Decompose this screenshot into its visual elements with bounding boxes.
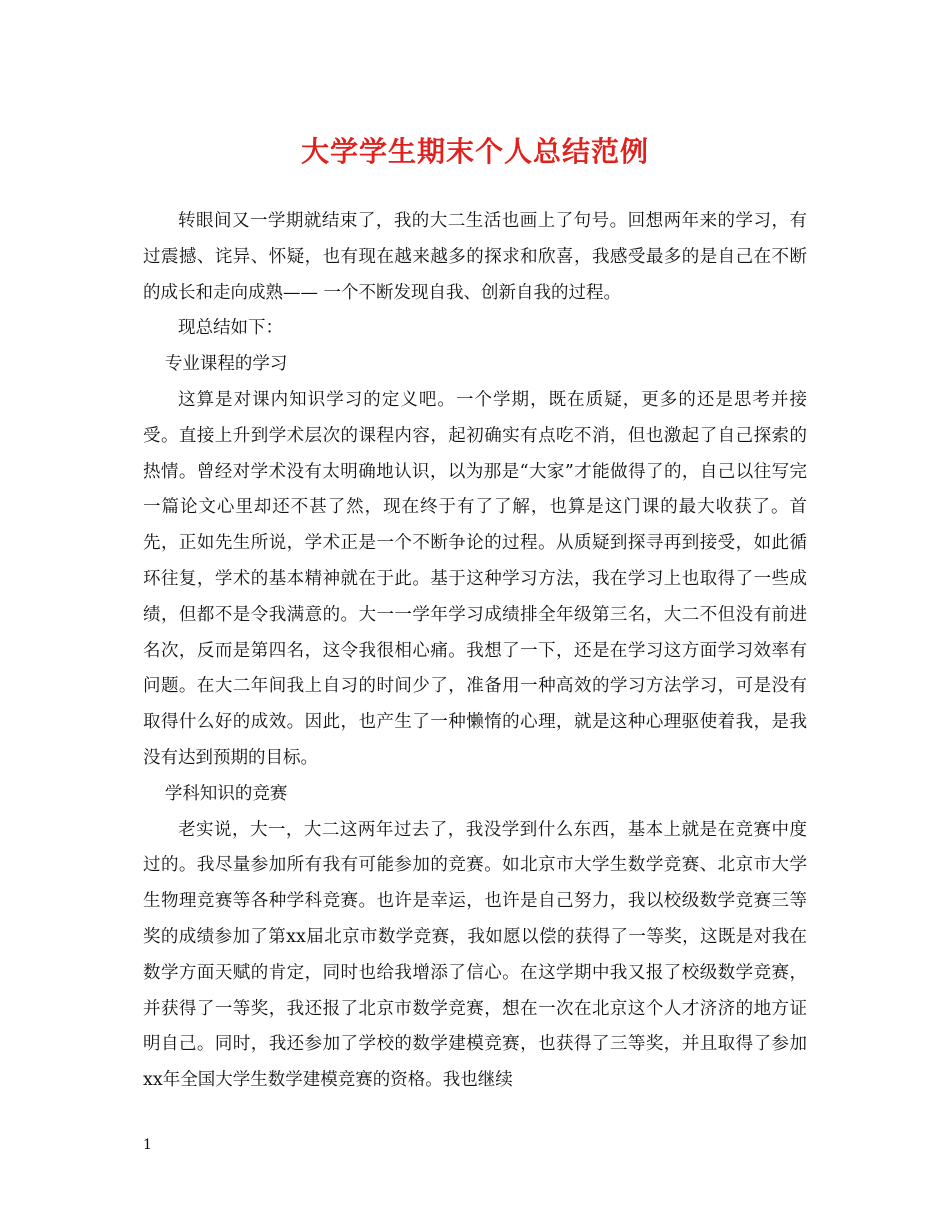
section-heading-competitions: 学科知识的竞赛 xyxy=(164,783,288,804)
competitions-paragraph: 老实说，大一，大二这两年过去了，我没学到什么东西，基本上就是在竞赛中度过的。我尽量参加所有我有可能参加的竞赛。如北京市大学生数学竞赛、北京市大学生物理竞赛等各种学科竞赛。也许是幸运，也许是自己努力，我以校级数学竞赛三等奖的成绩参加了第xx届北京市数学竞赛，我如愿以偿的获得了一等奖，这既是对我在数学方面天赋的肯定，同时也给我增添了信心。在这学期中我又报了校级数学竞赛，并获得了一等奖，我还报了北京市数学竞赛，想在一次在北京这个人才济济的地方证明自己。同时，我还参加了学校的数学建模竞赛，也获得了三等奖，并且取得了参加xx年全国大学生数学建模竞赛的资格。我也继续 xyxy=(143,819,807,1091)
intro-paragraph: 转眼间又一学期就结束了，我的大二生活也画上了句号。回想两年来的学习，有过震撼、诧异、怀疑，也有现在越来越多的探求和欣喜，我感受最多的是自己在不断的成长和走向成熟—— 一个不断发现自我、创新自我的过程。 xyxy=(143,211,807,303)
section-heading-courses: 专业课程的学习 xyxy=(164,354,288,375)
document-title: 大学学生期末个人总结范例 xyxy=(300,135,649,168)
document-body xyxy=(143,204,807,1099)
summary-lead: 现总结如下： xyxy=(178,318,283,339)
page-number: 1 xyxy=(143,1137,152,1153)
courses-paragraph: 这算是对课内知识学习的定义吧。一个学期，既在质疑，更多的还是思考并接受。直接上升到学术层次的课程内容，起初确实有点吃不消，但也激起了自己探索的热情。曾经对学术没有太明确地认识，以为那是“大家”才能做得了的，自己以往写完一篇论文心里却还不甚了然，现在终于有了了解，也算是这门课的最大收获了。首先，正如先生所说，学术正是一个不断争论的过程。从质疑到探寻再到接受，如此循环往复，学术的基本精神就在于此。基于这种学习方法，我在学习上也取得了一些成绩，但都不是令我满意的。大一一学年学习成绩排全年级第三名，大二不但没有前进名次，反而是第四名，这令我很相心痛。我想了一下，还是在学习这方面学习效率有问题。在大二年间我上自习的时间少了，准备用一种高效的学习方法学习，可是没有取得什么好的成效。因此，也产生了一种懒惰的心理，就是这种心理驱使着我，是我没有达到预期的目标。 xyxy=(143,389,807,768)
